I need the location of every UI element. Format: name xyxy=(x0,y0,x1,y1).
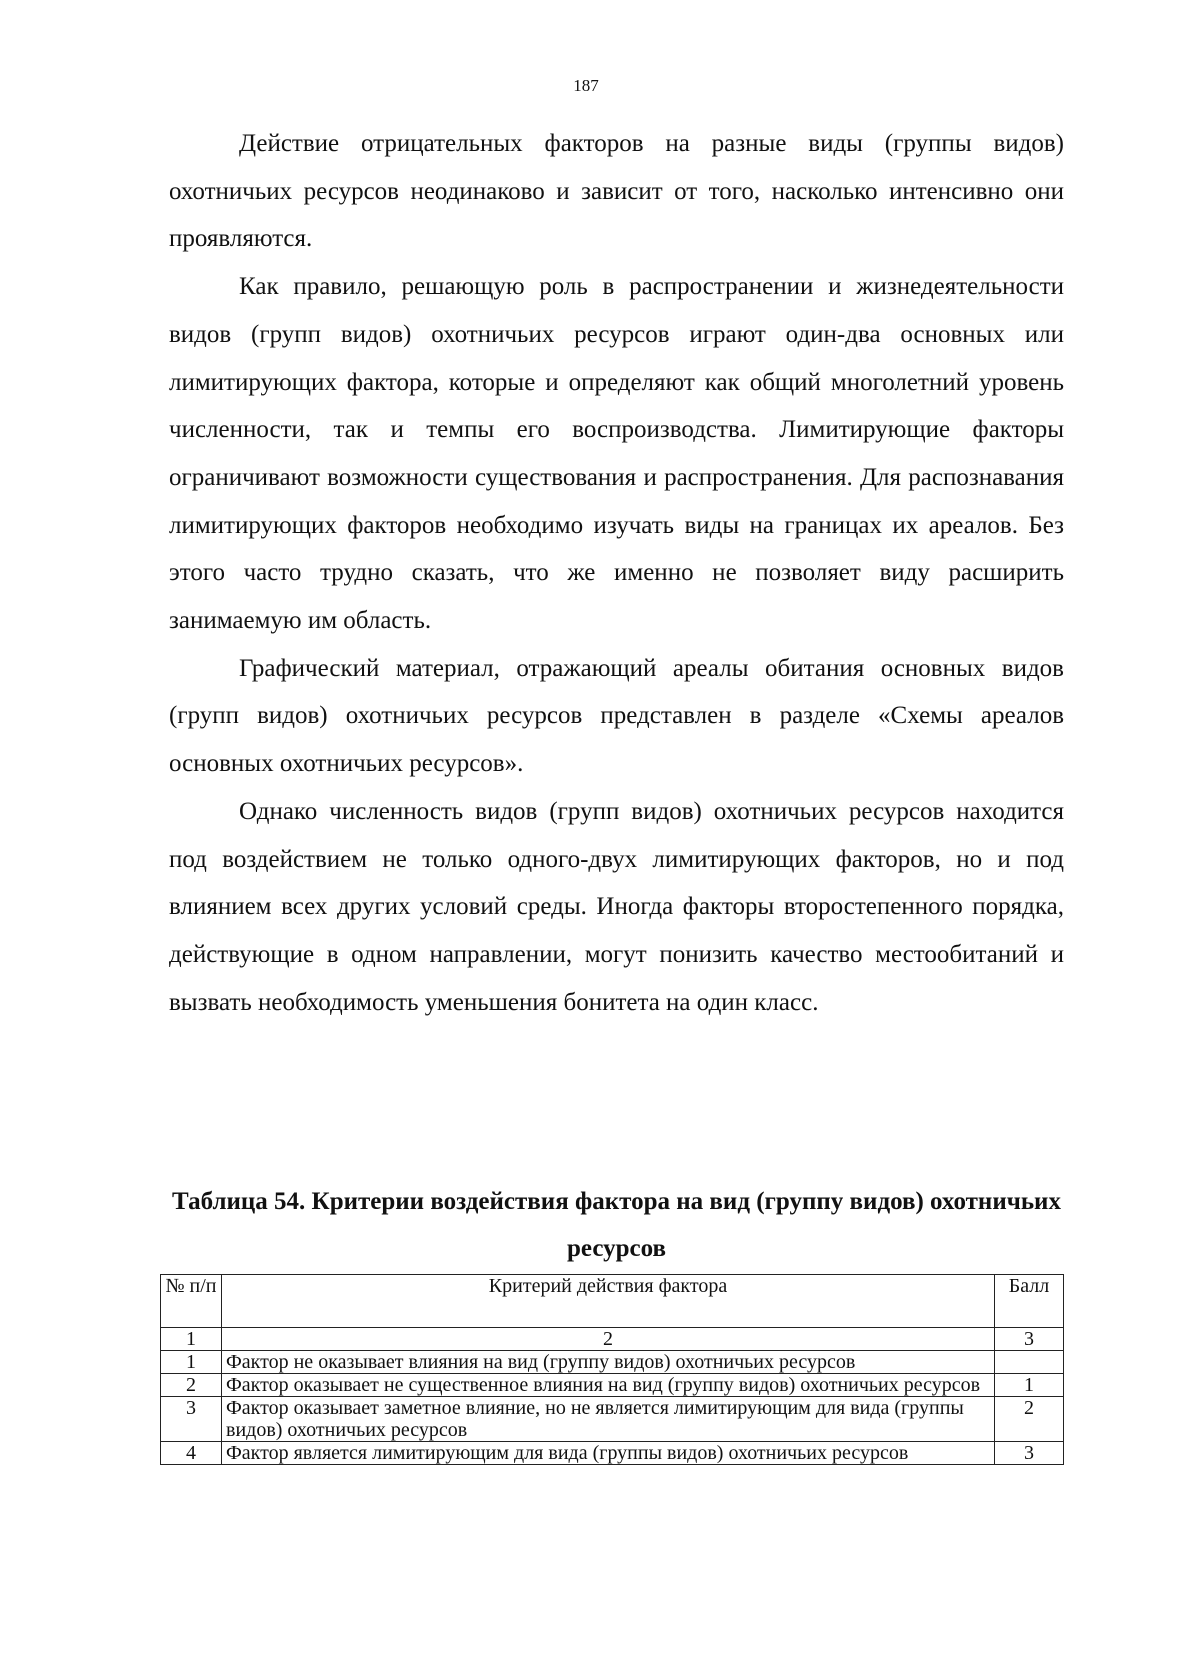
cell-number: 3 xyxy=(161,1397,222,1442)
cell: 1 xyxy=(161,1328,222,1351)
table-row xyxy=(161,1397,1064,1442)
cell-criterion: Фактор не оказывает влияния на вид (группу видов) охотничьих ресурсов xyxy=(222,1351,995,1374)
cell-score: 1 xyxy=(995,1374,1064,1397)
cell-score: 2 xyxy=(995,1397,1064,1442)
criteria-table xyxy=(160,1274,1064,1465)
paragraph: Как правило, решающую роль в распространении и жизнедеятельности видов (групп видов) охотничьих ресурсов играют один-два основных или лимитирующих фактора, которые и определяют как общий многолетний уровень численности, так и темпы его воспроизводства. Лимитирующие факторы ограничивают возможности существования и распространения. Для распознавания лимитирующих факторов необходимо изучать виды на границах их ареалов. Без этого часто трудно сказать, что же именно не позволяет виду расширить занимаемую им область. xyxy=(169,273,1064,635)
table-numbering-row xyxy=(161,1328,1064,1351)
cell-score: 3 xyxy=(995,1442,1064,1465)
cell-number: 2 xyxy=(161,1374,222,1397)
header-criterion: Критерий действия фактора xyxy=(222,1275,995,1328)
table-row xyxy=(161,1442,1064,1465)
cell-criterion: Фактор является лимитирующим для вида (группы видов) охотничьих ресурсов xyxy=(222,1442,995,1465)
header-number: № п/п xyxy=(161,1275,222,1328)
cell-criterion: Фактор оказывает не существенное влияния на вид (группу видов) охотничьих ресурсов xyxy=(222,1374,995,1397)
cell-score xyxy=(995,1351,1064,1374)
paragraph: Однако численность видов (групп видов) охотничьих ресурсов находится под воздействием не только одного-двух лимитирующих факторов, но и под влиянием всех других условий среды. Иногда факторы второстепенного порядка, действующие в одном направлении, могут понизить качество местообитаний и вызвать необходимость уменьшения бонитета на один класс. xyxy=(169,797,1064,1016)
table-row xyxy=(161,1374,1064,1397)
cell: 3 xyxy=(995,1328,1064,1351)
table-header-row xyxy=(161,1275,1064,1328)
table-title: Таблица 54. Критерии воздействия фактора на вид (группу видов) охотничьих ресурсов xyxy=(172,1188,1061,1262)
paragraph: Действие отрицательных факторов на разные виды (группы видов) охотничьих ресурсов неодинаково и зависит от того, насколько интенсивно они проявляются. xyxy=(169,130,1064,253)
page-number: 187 xyxy=(573,76,599,95)
header-score: Балл xyxy=(995,1275,1064,1328)
cell-number: 4 xyxy=(161,1442,222,1465)
cell-criterion: Фактор оказывает заметное влияние, но не является лимитирующим для вида (группы видов) охотничьих ресурсов xyxy=(222,1397,995,1442)
paragraph: Графический материал, отражающий ареалы обитания основных видов (групп видов) охотничьих ресурсов представлен в разделе «Схемы ареалов основных охотничьих ресурсов». xyxy=(169,654,1064,778)
cell: 2 xyxy=(222,1328,995,1351)
table-row xyxy=(161,1351,1064,1374)
body-text xyxy=(169,120,1064,1026)
cell-number: 1 xyxy=(161,1351,222,1374)
